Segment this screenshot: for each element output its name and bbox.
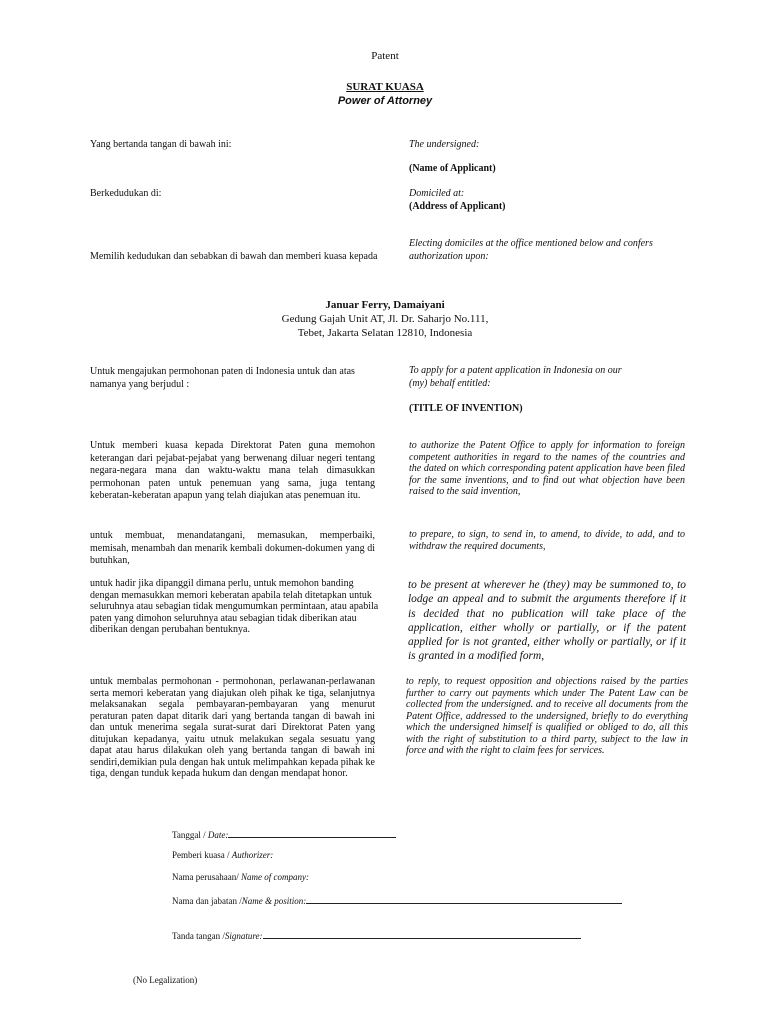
present-text-id: untuk hadir jika dipanggil dimana perlu, untuk memohon banding dengan memasukkan memori keberatan apabila telah ditetapkan untuk seluruhnya atau sebagian tidak mengumumkan permintaan, atau apabila paten yang dimohon seluruhnya atau sebagian tidak diberikan atau diberikan dengan perubahan bentuknya.: [90, 578, 379, 635]
attorney-address-line1: Gedung Gajah Unit AT, Jl. Dr. Saharjo No.111,: [281, 313, 489, 325]
signature-input-line[interactable]: [263, 929, 581, 939]
applicant-address-field: (Address of Applicant): [409, 201, 506, 212]
electing-text-en: Electing domiciles at the office mentioned below and confers authorization upon:: [409, 238, 653, 262]
present-text-en: to be present at wherever he (they) may be summoned to, to lodge an appeal and to submit the arguments therefore if it is decided that no publication will take place of the application, either wholly or partially, or if the patent applied for is not granted, either wholly or partially, or if it is granted in a modified form,: [408, 579, 686, 663]
electing-text-id: Memilih kedudukan dan sebabkan di bawah dan memberi kuasa kepada: [90, 251, 378, 262]
authorizer-label-id: Pemberi kuasa /: [172, 850, 232, 860]
authorizer-row: [172, 850, 273, 860]
company-label-en: Name of company:: [240, 872, 309, 882]
invention-title-field: (TITLE OF INVENTION): [409, 403, 523, 414]
authorize-text-en: to authorize the Patent Office to apply for information to foreign competent authorities in regard to the names of the countries and the dated on which corresponding patent application have been filed for the same inventions, and to find out what objection have been raised to the said invention,: [409, 440, 685, 497]
prepare-text-en: to prepare, to sign, to send in, to amend, to divide, to add, and to withdraw the required documents,: [409, 529, 685, 552]
name-position-input-line[interactable]: [306, 894, 622, 904]
date-field-row: [172, 828, 396, 840]
company-row: [172, 872, 309, 882]
authorize-text-id: Untuk memberi kuasa kepada Direktorat Paten guna memohon keterangan dari pejabat-pejabat yang berwenang diluar negeri tentang negara-negara mana dan waktu-waktu mana telah dimasukkan permohonan paten untuk penemuan yang sama, juga tentang keberatan-keberatan apapun yang telah diajukan atas penemuan itu.: [90, 440, 375, 501]
reply-text-id: untuk membalas permohonan - permohonan, perlawanan-perlawanan serta memori keberatan yang diajukan oleh pihak ke tiga, selanjutnya melaksanakan segala pembayaran-pembayaran yang menurut peraturan paten dapat ditarik dari yang bertanda tangan di bawah ini dan untuk menerima segala surat-surat dari Direktorat Paten yang ditujukan kepadanya, yaitu utnuk melakukan segala sesuatu yang dapat atau harus dilakukan oleh yang bertanda tangan di bawah ini sendiri,demikian pula dengan hak untuk melimpahkan kepada pihak ke tiga, dengan tunduk kepada hukum dan dengan mendapat honor.: [90, 676, 375, 779]
date-label-id: Tanggal /: [172, 830, 208, 840]
document-title: SURAT KUASA: [346, 81, 424, 93]
name-position-row: [172, 894, 622, 906]
name-position-label-id: Nama dan jabatan /: [172, 896, 242, 906]
company-label-id: Nama perusahaan/: [172, 872, 241, 882]
attorney-address-line2: Tebet, Jakarta Selatan 12810, Indonesia: [297, 327, 473, 339]
applicant-name-field: (Name of Applicant): [409, 163, 496, 174]
domicile-label-en: Domiciled at:: [409, 188, 465, 199]
prepare-text-id: untuk membuat, menandatangani, memasukan, memperbaiki, memisah, menambah dan menarik kembali dokumen-dokumen yang di butuhkan,: [90, 530, 375, 566]
signature-label-id: Tanda tangan /: [172, 931, 225, 941]
apply-text-en: To apply for a patent application in Indonesia on our (my) behalf entitled:: [409, 365, 622, 389]
date-input-line[interactable]: [228, 828, 396, 838]
signature-label-en: Signature:: [224, 931, 263, 941]
legalization-note: (No Legalization): [133, 975, 198, 985]
name-position-label-en: Name & position:: [241, 896, 307, 906]
undersigned-label-en: The undersigned:: [409, 139, 480, 150]
undersigned-label-id: Yang bertanda tangan di bawah ini:: [90, 139, 232, 150]
apply-text-id: Untuk mengajukan permohonan paten di Indonesia untuk dan atas namanya yang berjudul :: [90, 366, 355, 390]
document-type-label: Patent: [371, 50, 399, 62]
authorizer-label-en: Authorizer:: [231, 850, 274, 860]
reply-text-en: to reply, to request opposition and objections raised by the parties further to carry out payments which under The Patent Law can be collected from the undersigned. and to receive all documents from the Patent Office, addressed to the undersigned, briefly to do everything which the undersigned himself is qualified or obliged to do, all this with the right of substitution to a third party, subject to the law in force and with the right to claim fees for services.: [406, 676, 688, 756]
domicile-label-id: Berkedudukan di:: [90, 188, 162, 199]
document-subtitle: Power of Attorney: [337, 95, 433, 107]
signature-row: [172, 929, 581, 941]
date-label-en: Date:: [207, 830, 229, 840]
attorney-names: Januar Ferry, Damaiyani: [325, 299, 445, 311]
